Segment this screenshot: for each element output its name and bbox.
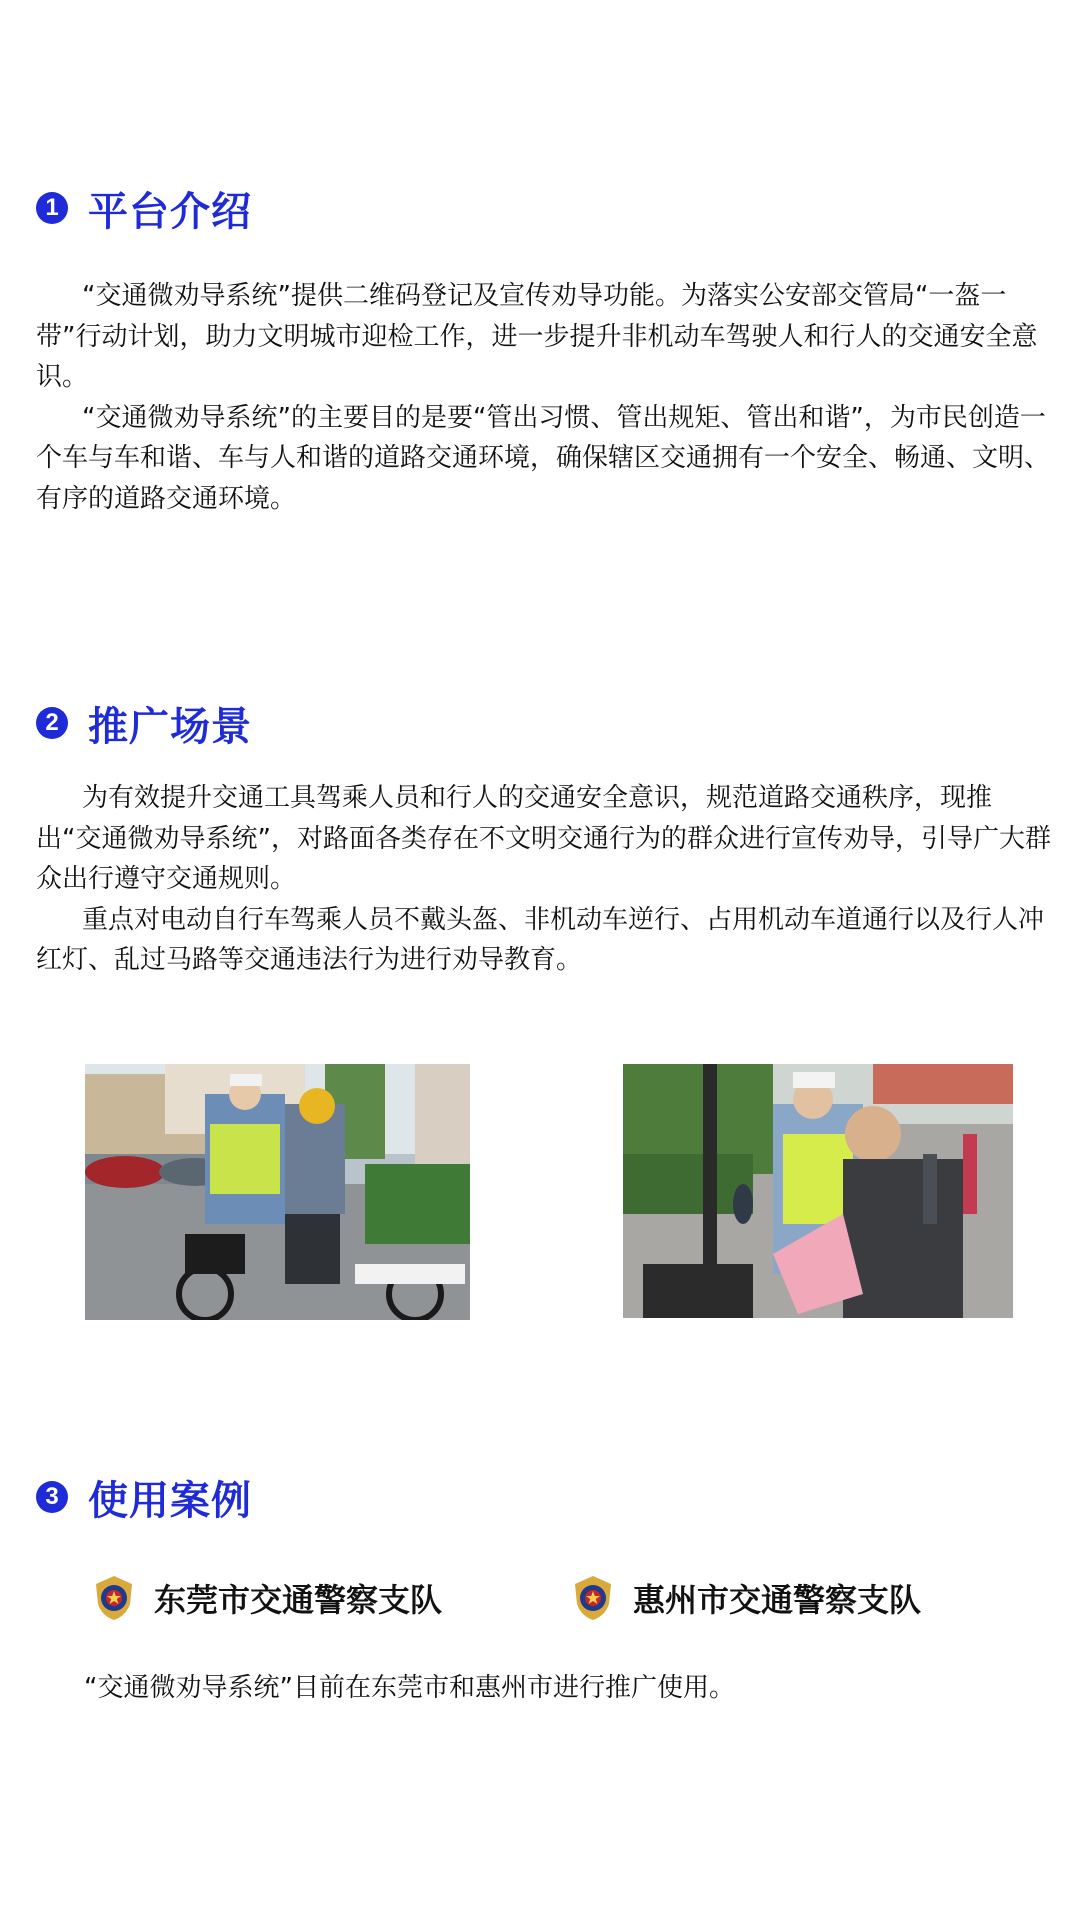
case-org-dongguan — [92, 1570, 442, 1626]
case-org-huizhou — [571, 1570, 921, 1626]
paragraph: “交通微劝导系统”的主要目的是要“管出习惯、管出规矩、管出和谐”，为市民创造一个车与车和谐、车与人和谐的道路交通环境，确保辖区交通拥有一个安全、畅通、文明、有序的道路交通环境。 — [36, 402, 1051, 514]
section-number-badge: 3 — [36, 1481, 68, 1513]
section-body-promotion-scenes — [36, 778, 1051, 981]
paragraph: 为有效提升交通工具驾乘人员和行人的交通安全意识，规范道路交通秩序，现推出“交通微劝导系统”，对路面各类存在不文明交通行为的群众进行宣传劝导，引导广大群众出行遵守交通规则。 — [36, 783, 1051, 894]
section-title: 平台介绍 — [88, 188, 252, 235]
scene-photo-helmet-check — [85, 1064, 470, 1320]
police-emblem-icon — [92, 1574, 136, 1622]
case-org-name: 东莞市交通警察支队 — [154, 1581, 443, 1619]
case-note: “交通微劝导系统”目前在东莞市和惠州市进行推广使用。 — [84, 1673, 735, 1703]
scene-photo-leaflet-education — [623, 1064, 1013, 1318]
section-heading-promotion-scenes — [36, 698, 252, 748]
section-title: 推广场景 — [88, 703, 252, 750]
section-number-badge: 2 — [36, 707, 68, 739]
section-heading-platform-intro — [36, 183, 252, 233]
section-number-badge: 1 — [36, 192, 68, 224]
case-org-name: 惠州市交通警察支队 — [633, 1581, 922, 1619]
section-body-platform-intro — [36, 276, 1051, 519]
police-emblem-icon — [571, 1574, 615, 1622]
section-heading-use-cases — [36, 1472, 252, 1522]
section-title: 使用案例 — [88, 1477, 252, 1524]
paragraph: 重点对电动自行车驾乘人员不戴头盔、非机动车逆行、占用机动车道通行以及行人冲红灯、乱过马路等交通违法行为进行劝导教育。 — [36, 904, 1045, 975]
paragraph: “交通微劝导系统”提供二维码登记及宣传劝导功能。为落实公安部交管局“一盔一带”行动计划，助力文明城市迎检工作，进一步提升非机动车驾驶人和行人的交通安全意识。 — [36, 281, 1038, 392]
